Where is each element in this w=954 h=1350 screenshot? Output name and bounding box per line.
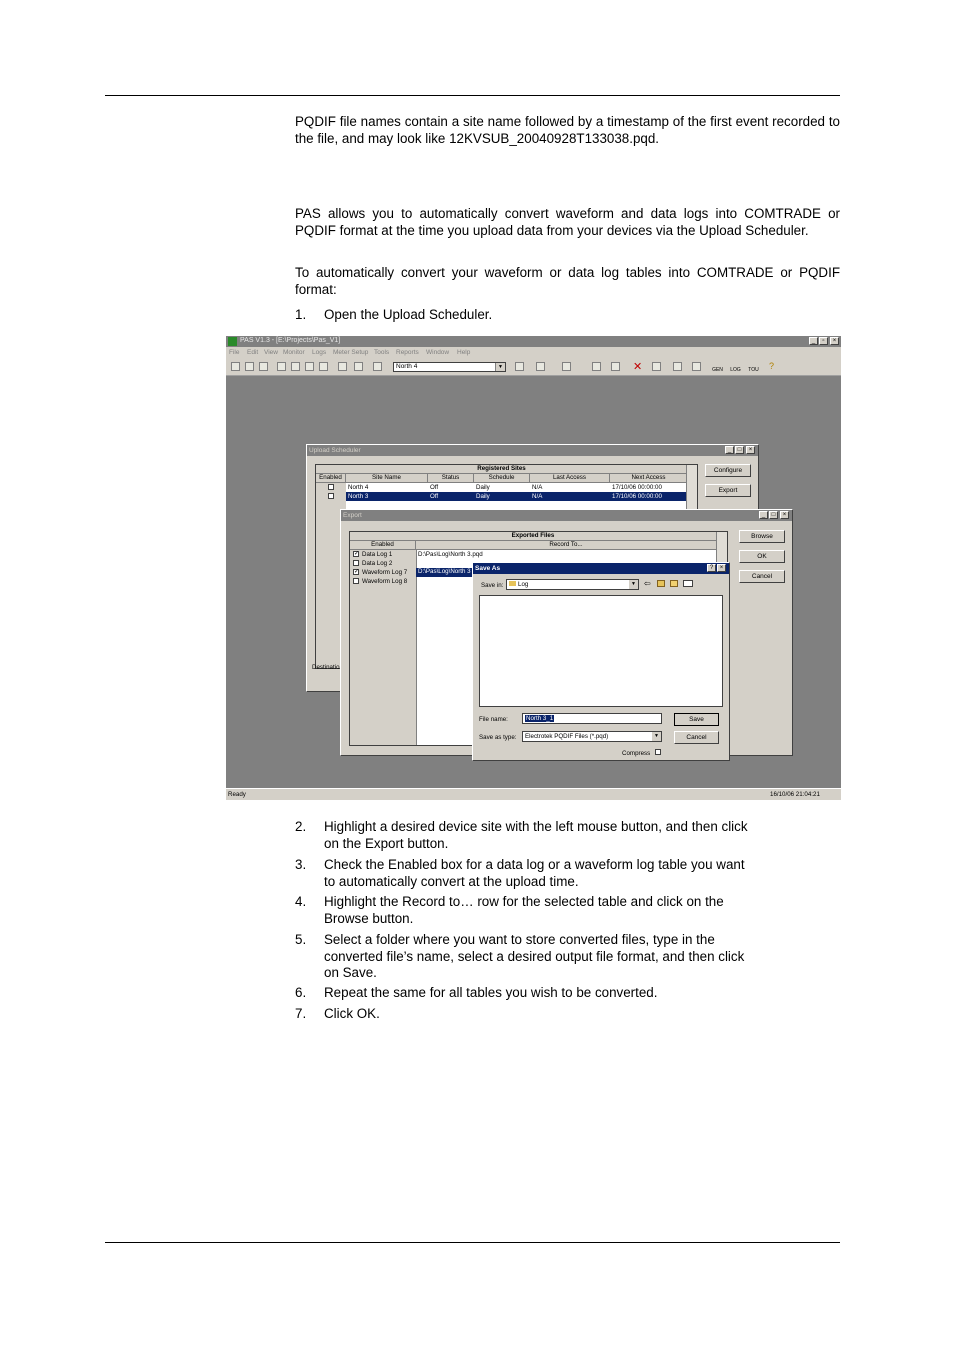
step-text: Highlight a desired device site with the left mouse button, and then click on the Export button.: [324, 819, 748, 851]
clock-icon[interactable]: [652, 362, 661, 371]
col-schedule: Schedule: [474, 474, 530, 483]
menu-help[interactable]: Help: [457, 349, 471, 356]
footer-rule: [105, 1242, 840, 1243]
step-text: Open the Upload Scheduler.: [324, 307, 493, 322]
toolbar: [226, 359, 841, 376]
app-titlebar: [226, 336, 841, 347]
step-number: 2.: [295, 819, 307, 834]
cancel-button[interactable]: Cancel: [674, 731, 719, 744]
step-number: 5.: [295, 932, 307, 947]
copy-icon[interactable]: [291, 362, 300, 371]
file-name-input[interactable]: [522, 713, 662, 724]
step-number: 1.: [295, 307, 307, 322]
step-text: Select a folder where you want to store converted files, type in the converted file’s name, select a desired output file format, and then click on Save.: [324, 932, 745, 980]
menu-file[interactable]: File: [229, 349, 240, 356]
menu-logs[interactable]: Logs: [312, 349, 327, 356]
next-access-cell: 17/10/06 00:00:00: [612, 484, 662, 491]
next-access-cell: 17/10/06 00:00:00: [612, 493, 662, 500]
save-in-select[interactable]: [506, 579, 639, 590]
step-text: Repeat the same for all tables you wish to be converted.: [324, 985, 658, 1000]
compress-label: Compress: [622, 750, 651, 757]
print-icon[interactable]: [319, 362, 328, 371]
ok-button[interactable]: OK: [739, 550, 785, 563]
menu-reports[interactable]: Reports: [396, 349, 419, 356]
save-as-title: Save As: [473, 563, 729, 574]
file-list[interactable]: [479, 595, 723, 707]
monitor-icon[interactable]: [536, 362, 545, 371]
status-text: Ready: [228, 791, 246, 798]
gen-icon[interactable]: GEN: [712, 367, 723, 373]
statusbar: [226, 788, 841, 800]
col-last-access: Last Access: [530, 474, 610, 483]
delete-icon[interactable]: ✕: [633, 361, 643, 373]
windows-icon[interactable]: [354, 362, 363, 371]
view-menu-icon[interactable]: [683, 580, 693, 587]
site-combo[interactable]: [393, 362, 506, 372]
chevron-down-icon[interactable]: ▼: [629, 580, 638, 589]
log-name-cell: Data Log 1: [362, 551, 393, 558]
step-number: 3.: [295, 857, 307, 872]
site-name-cell: North 4: [348, 484, 369, 491]
schedule-cell: Daily: [476, 493, 490, 500]
log-name-cell: Waveform Log 8: [362, 578, 408, 585]
maximize-icon[interactable]: □: [769, 511, 778, 519]
step-text: Check the Enabled box for a data log or a waveform log table you want to automatically convert at the upload time.: [324, 857, 745, 889]
exported-files-header: Exported Files: [350, 532, 717, 541]
table-row[interactable]: [346, 492, 688, 501]
site-combo-value: North 4: [396, 363, 418, 370]
chevron-down-icon[interactable]: ▼: [652, 732, 661, 741]
save-as-dialog: [472, 562, 730, 761]
status-cell: Off: [430, 493, 439, 500]
configure-button[interactable]: Configure: [705, 464, 751, 477]
tou-icon[interactable]: TOU: [748, 367, 759, 373]
minimize-icon[interactable]: _: [725, 446, 734, 454]
close-icon[interactable]: ×: [830, 337, 839, 345]
log-name-cell: Data Log 2: [362, 560, 393, 567]
open-icon[interactable]: [231, 362, 240, 371]
paste-icon[interactable]: [305, 362, 314, 371]
step-text: Click OK.: [324, 1006, 380, 1021]
save-in-value: Log: [518, 581, 529, 588]
close-icon[interactable]: ×: [780, 511, 789, 519]
registered-sites-header: Registered Sites: [316, 465, 688, 474]
enabled-checkbox[interactable]: ✓: [354, 551, 360, 557]
close-icon[interactable]: ×: [717, 564, 726, 572]
cancel-button[interactable]: Cancel: [739, 570, 785, 583]
record-to-cell: D:\Pas\Log\North 3.pqd: [418, 551, 483, 558]
save-as-type-value: Electrotek PQDIF Files (*.pqd): [525, 733, 609, 740]
new-folder-icon[interactable]: [670, 580, 678, 587]
log-icon[interactable]: LOG: [730, 367, 741, 373]
help-icon[interactable]: ?: [707, 564, 716, 572]
save-as-type-select[interactable]: [522, 731, 662, 742]
menubar: [226, 347, 841, 359]
step-number: 7.: [295, 1006, 307, 1021]
restore-icon[interactable]: ▫: [819, 337, 828, 345]
cut-icon[interactable]: [277, 362, 286, 371]
col-enabled: Enabled: [350, 541, 416, 550]
calculator-icon[interactable]: [338, 362, 347, 371]
upload-icon[interactable]: [673, 362, 682, 371]
waveform-icon[interactable]: [592, 362, 601, 371]
step-number: 4.: [295, 894, 307, 909]
menu-view[interactable]: View: [264, 349, 278, 356]
app-title: PAS V1.3 - [E:\Projects\Pas_V1]: [240, 337, 341, 344]
maximize-icon[interactable]: □: [735, 446, 744, 454]
chevron-down-icon[interactable]: ▼: [495, 363, 505, 371]
help-icon[interactable]: ?: [769, 361, 775, 371]
log-name-cell: Waveform Log 7: [362, 569, 408, 576]
minimize-icon[interactable]: _: [759, 511, 768, 519]
destination-label: Destinatio: [312, 664, 340, 671]
table-row[interactable]: [316, 483, 688, 492]
site-name-cell: North 3: [348, 493, 369, 500]
paragraph-intro: PAS allows you to automatically convert waveform and data logs into COMTRADE or PQDIF format at the time you upload data from your devices via the Upload Scheduler.: [295, 206, 840, 238]
save-in-label: Save in:: [481, 582, 504, 589]
app-icon: [228, 337, 237, 346]
browse-button[interactable]: Browse: [739, 530, 785, 543]
export-title: Export: [341, 510, 792, 521]
header-rule: [105, 95, 840, 96]
last-access-cell: N/A: [532, 493, 543, 500]
menu-meter-setup[interactable]: Meter Setup: [333, 349, 369, 356]
status-datetime: 16/10/06 21:04:21: [770, 791, 820, 798]
paragraph-pqdif-names: PQDIF file names contain a site name followed by a timestamp of the first event recorded to the file, and may look like 12KVSUB_20040928T133038.pqd.: [295, 114, 840, 146]
enabled-checkbox[interactable]: ✓: [354, 569, 360, 575]
minimize-icon[interactable]: _: [809, 337, 818, 345]
file-name-value: North 3_1: [526, 715, 554, 722]
file-name-label: File name:: [479, 716, 508, 723]
col-next-access: Next Access: [610, 474, 688, 483]
enabled-checkbox[interactable]: [353, 578, 359, 584]
col-record-to: Record To...: [416, 541, 717, 550]
enabled-checkbox[interactable]: [328, 484, 334, 490]
up-folder-icon[interactable]: [657, 580, 665, 587]
save-as-type-label: Save as type:: [479, 734, 517, 741]
menu-tools[interactable]: Tools: [374, 349, 390, 356]
col-enabled: Enabled: [316, 474, 346, 483]
export-button[interactable]: Export: [705, 484, 751, 497]
upload-scheduler-title: Upload Scheduler: [307, 445, 758, 456]
camera-icon[interactable]: [692, 362, 701, 371]
last-access-cell: N/A: [532, 484, 543, 491]
save-button[interactable]: Save: [674, 713, 719, 726]
close-icon[interactable]: ×: [746, 446, 755, 454]
data-monitor-icon[interactable]: [562, 362, 571, 371]
menu-monitor[interactable]: Monitor: [283, 349, 305, 356]
enabled-checkbox[interactable]: [328, 493, 334, 499]
schedule-cell: Daily: [476, 484, 490, 491]
step-text: Highlight the Record to… row for the selected table and click on the Browse button.: [324, 894, 724, 926]
menu-window[interactable]: Window: [426, 349, 450, 356]
status-cell: Off: [430, 484, 439, 491]
pas-screenshot: [226, 336, 841, 800]
table-icon[interactable]: [515, 362, 524, 371]
col-status: Status: [428, 474, 474, 483]
trend-icon[interactable]: [611, 362, 620, 371]
folder-icon: [509, 581, 516, 586]
compress-checkbox[interactable]: [655, 749, 661, 755]
save-icon[interactable]: [245, 362, 254, 371]
save-all-icon[interactable]: [259, 362, 268, 371]
record-to-cell[interactable]: D:\Pas\Log\North 3: [416, 568, 476, 577]
back-icon[interactable]: ⇦: [644, 579, 651, 588]
connect-icon[interactable]: [373, 362, 382, 371]
menu-edit[interactable]: Edit: [247, 349, 259, 356]
step-number: 6.: [295, 985, 307, 1000]
col-site-name: Site Name: [346, 474, 428, 483]
enabled-checkbox[interactable]: [353, 560, 359, 566]
table-row[interactable]: [350, 550, 717, 559]
paragraph-instructions: To automatically convert your waveform or data log tables into COMTRADE or PQDIF format:: [295, 265, 840, 297]
